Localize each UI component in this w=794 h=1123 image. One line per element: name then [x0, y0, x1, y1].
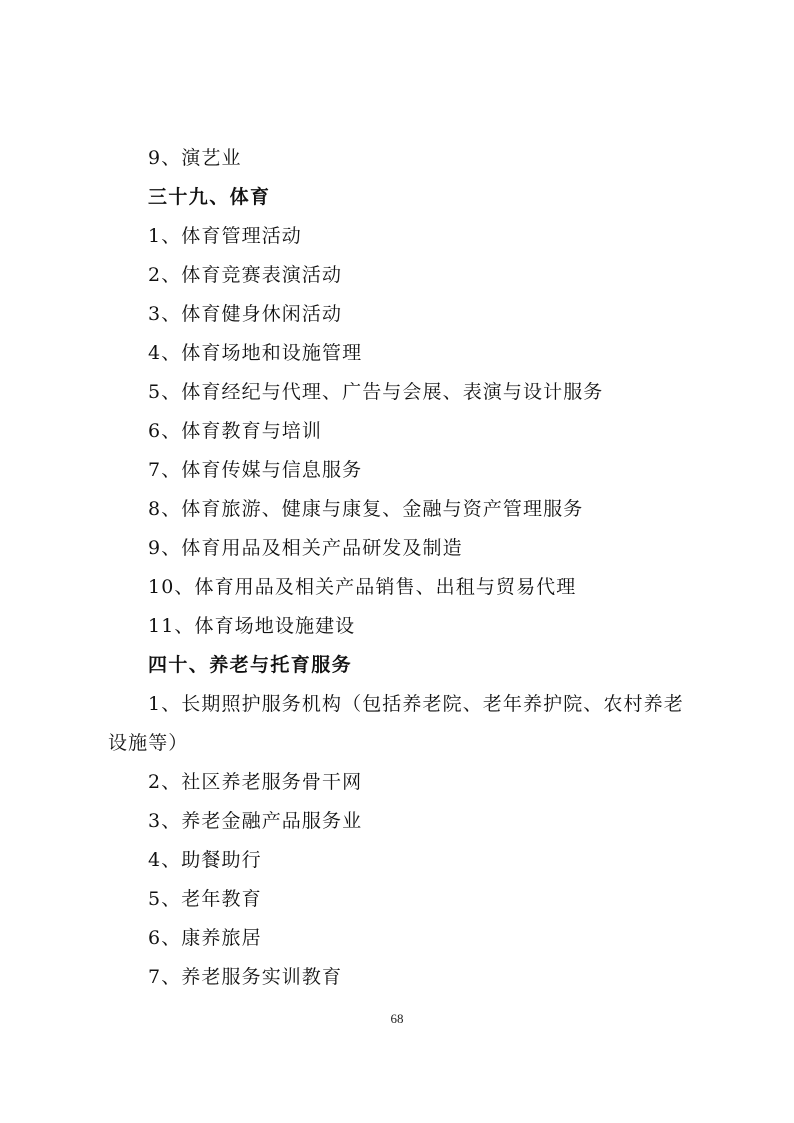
item-long-term-care-continued: 设施等） — [108, 732, 189, 754]
item-sports-competition: 2、体育竞赛表演活动 — [148, 264, 343, 286]
item-sports-fitness: 3、体育健身休闲活动 — [148, 303, 343, 325]
item-sports-management: 1、体育管理活动 — [148, 225, 302, 247]
section-heading-sports: 三十九、体育 — [148, 186, 271, 208]
item-elderly-service-training: 7、养老服务实训教育 — [148, 966, 343, 988]
section-heading-elderly-childcare: 四十、养老与托育服务 — [148, 654, 353, 676]
item-meal-mobility-assistance: 4、助餐助行 — [148, 849, 262, 871]
item-elderly-education: 5、老年教育 — [148, 888, 262, 910]
item-wellness-travel: 6、康养旅居 — [148, 927, 262, 949]
item-sports-venues: 4、体育场地和设施管理 — [148, 342, 363, 364]
item-performing-arts: 9、演艺业 — [148, 147, 242, 169]
item-long-term-care: 1、长期照护服务机构（包括养老院、老年养护院、农村养老 — [148, 693, 684, 715]
item-sports-goods-manufacturing: 9、体育用品及相关产品研发及制造 — [148, 537, 463, 559]
item-community-elderly-network: 2、社区养老服务骨干网 — [148, 771, 363, 793]
item-sports-goods-sales: 10、体育用品及相关产品销售、出租与贸易代理 — [148, 576, 577, 598]
page-number: 68 — [390, 1011, 404, 1026]
item-sports-media: 7、体育传媒与信息服务 — [148, 459, 363, 481]
item-sports-agency: 5、体育经纪与代理、广告与会展、表演与设计服务 — [148, 381, 604, 403]
item-sports-facility-construction: 11、体育场地设施建设 — [148, 615, 356, 637]
item-elderly-finance: 3、养老金融产品服务业 — [148, 810, 363, 832]
item-sports-tourism: 8、体育旅游、健康与康复、金融与资产管理服务 — [148, 498, 584, 520]
item-sports-education: 6、体育教育与培训 — [148, 420, 322, 442]
